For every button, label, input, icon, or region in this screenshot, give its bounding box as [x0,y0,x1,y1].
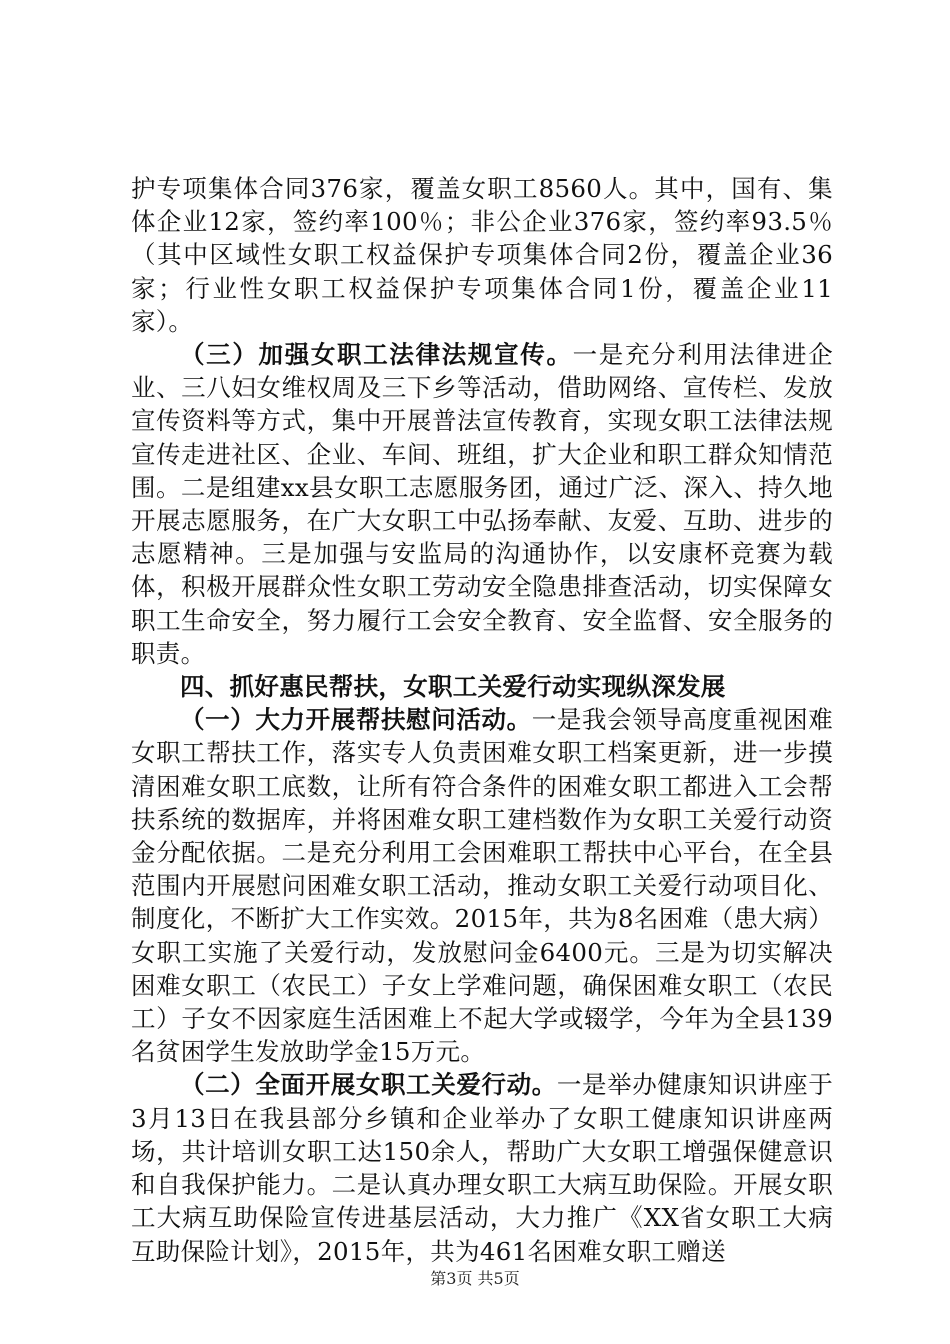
paragraph-assistance [131,703,833,1068]
paragraph-lead: （三）加强女职工法律法规宣传。 [180,340,573,370]
paragraph-text: 一是举办健康知识讲座于3月13日在我县部分乡镇和企业举办了女职工健康知识讲座两场，共计培训女职工达150余人，帮助广大女职工增强保健意识和自我保护能力。二是认真办理女职工大病互助保险。开展女职工大病互助保险宣传进基层活动，大力推广《XX省女职工大病互助保险计划》，2015年，共为461名困难女职工赠送 [131,1070,833,1266]
paragraph-legal-publicity [131,338,833,670]
paragraph-text: 一是充分利用法律进企业、三八妇女维权周及三下乡等活动，借助网络、宣传栏、发放宣传资料等方式，集中开展普法宣传教育，实现女职工法律法规宣传走进社区、企业、车间、班组，扩大企业和职工群众知情范围。二是组建xx县女职工志愿服务团，通过广泛、深入、持久地开展志愿服务，在广大女职工中弘扬奉献、友爱、互助、进步的志愿精神。三是加强与安监局的沟通协作，以安康杯竞赛为载体，积极开展群众性女职工劳动安全隐患排查活动，切实保障女职工生命安全，努力履行工会安全教育、安全监督、安全服务的职责。 [131,340,833,668]
paragraph-lead: （一）大力开展帮扶慰问活动。 [180,705,532,735]
document-body [131,172,833,1268]
paragraph-text: 一是我会领导高度重视困难女职工帮扶工作，落实专人负责困难女职工档案更新，进一步摸清困难女职工底数，让所有符合条件的困难女职工都进入工会帮扶系统的数据库，并将困难女职工建档数作为女职工关爱行动资金分配依据。二是充分利用工会困难职工帮扶中心平台，在全县范围内开展慰问困难女职工活动，推动女职工关爱行动项目化、制度化，不断扩大工作实效。2015年，共为8名困难（患大病）女职工实施了关爱行动，发放慰问金6400元。三是为切实解决困难女职工（农民工）子女上学难问题，确保困难女职工（农民工）子女不因家庭生活困难上不起大学或辍学，今年为全县139名贫困学生发放助学金15万元。 [131,705,833,1067]
section-heading: 四、抓好惠民帮扶，女职工关爱行动实现纵深发展 [180,672,726,702]
paragraph-lead: （二）全面开展女职工关爱行动。 [180,1070,557,1100]
page-footer [0,1269,950,1289]
paragraph-care-action [131,1068,833,1267]
paragraph-text: 护专项集体合同376家，覆盖女职工8560人。其中，国有、集体企业12家，签约率100％；非公企业376家，签约率93.5％（其中区域性女职工权益保护专项集体合同2份，覆盖企业36家；行业性女职工权益保护专项集体合同1份，覆盖企业11家）。 [131,174,833,336]
page-number-label: 第3页 共5页 [430,1269,520,1288]
paragraph-continuation [131,172,833,338]
